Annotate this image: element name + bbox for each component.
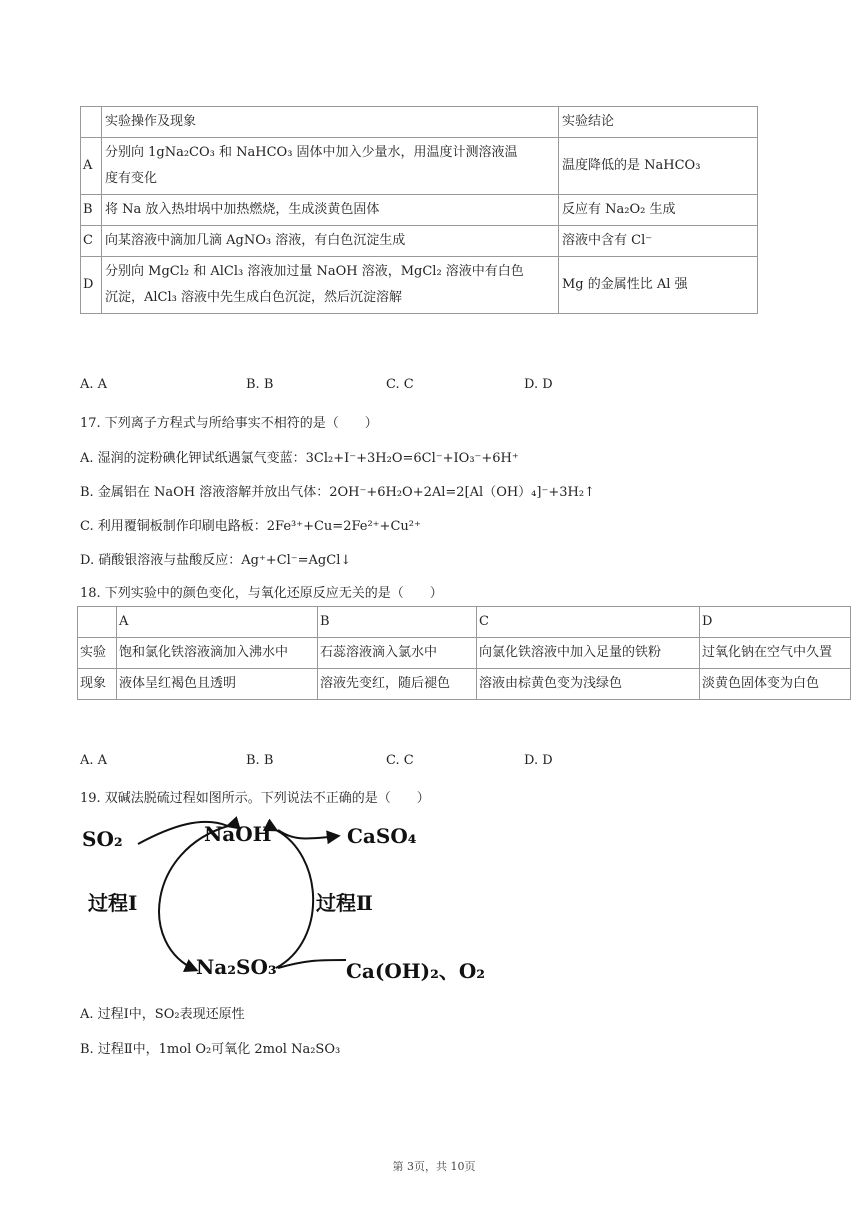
table-header-cell: 实验结论: [559, 107, 758, 138]
operation-cell: [102, 257, 559, 314]
q19-stem: 19. 双碱法脱硫过程如图所示。下列说法不正确的是（ ）: [80, 791, 430, 806]
conclusion-cell: 反应有 Na₂O₂ 生成: [559, 195, 758, 226]
conclusion-cell: 溶液中含有 Cl⁻: [559, 226, 758, 257]
table-header-cell: B: [318, 607, 477, 638]
process2-arc: [276, 830, 313, 968]
so2-label: SO₂: [82, 827, 123, 851]
caso4-label: CaSO₄: [347, 824, 417, 848]
na2so3-label: Na₂SO₃: [196, 955, 277, 979]
table-cell: 饱和氯化铁溶液滴加入沸水中: [117, 638, 318, 669]
conclusion-cell: Mg 的金属性比 Al 强: [559, 257, 758, 314]
table-header-row: [78, 607, 851, 638]
table-cell: [78, 607, 117, 638]
row-label: B: [81, 195, 102, 226]
operation-cell: [102, 138, 559, 195]
table-cell: 向氯化铁溶液中加入足量的铁粉: [477, 638, 700, 669]
option-d[interactable]: D. D: [524, 753, 553, 768]
option-c[interactable]: C. C: [386, 377, 414, 392]
q17-option-a[interactable]: A. 湿润的淀粉碘化钾试纸遇氯气变蓝：3Cl₂+I⁻+3H₂O=6Cl⁻+IO₃⁻+6H⁺: [80, 451, 519, 466]
process1-label: 过程Ⅰ: [88, 891, 138, 915]
table-cell: 过氧化钠在空气中久置: [700, 638, 851, 669]
q17-stem: 17. 下列离子方程式与所给事实不相符的是（ ）: [80, 416, 378, 431]
operation-line: 度有变化: [105, 171, 158, 186]
naoh-label: NaOH: [204, 822, 272, 846]
table-row: [81, 257, 758, 314]
option-a[interactable]: A. A: [80, 753, 108, 768]
row-label: D: [81, 257, 102, 314]
table-cell: 淡黄色固体变为白色: [700, 669, 851, 700]
table-header-row: [81, 107, 758, 138]
process1-arc: [159, 826, 228, 970]
conclusion-cell: 温度降低的是 NaHCO₃: [559, 138, 758, 195]
row-label: A: [81, 138, 102, 195]
table-row: [81, 195, 758, 226]
table-cell: 溶液由棕黄色变为浅绿色: [477, 669, 700, 700]
q19-option-b[interactable]: B. 过程Ⅱ中，1mol O₂可氧化 2mol Na₂SO₃: [80, 1042, 341, 1057]
table-header-cell: 实验操作及现象: [102, 107, 559, 138]
q17-option-b[interactable]: B. 金属铝在 NaOH 溶液溶解并放出气体：2OH⁻+6H₂O+2Al=2[Al（OH）₄]⁻+3H₂↑: [80, 485, 595, 500]
caoh2-arrow: [278, 960, 346, 968]
table-cell: 液体呈红褐色且透明: [117, 669, 318, 700]
q18-stem: 18. 下列实验中的颜色变化，与氧化还原反应无关的是（ ）: [80, 586, 443, 601]
operation-line: 分别向 MgCl₂ 和 AlCl₃ 溶液加过量 NaOH 溶液，MgCl₂ 溶液中有白色: [105, 264, 524, 279]
table-row: [78, 638, 851, 669]
option-b[interactable]: B. B: [246, 377, 274, 392]
experiment-table-q16: [80, 106, 758, 314]
table-cell: 溶液先变红，随后褪色: [318, 669, 477, 700]
caoh2-o2-label: Ca(OH)₂、O₂: [346, 959, 486, 983]
table-header-cell: C: [477, 607, 700, 638]
operation-cell: 向某溶液中滴加几滴 AgNO₃ 溶液，有白色沉淀生成: [102, 226, 559, 257]
process2-label: 过程Ⅱ: [316, 891, 373, 915]
operation-cell: 将 Na 放入热坩埚中加热燃烧，生成淡黄色固体: [102, 195, 559, 226]
table-header-cell: D: [700, 607, 851, 638]
table-row: [81, 226, 758, 257]
q19-option-a[interactable]: A. 过程Ⅰ中，SO₂表现还原性: [80, 1007, 245, 1022]
table-cell: [81, 107, 102, 138]
option-d[interactable]: D. D: [524, 377, 553, 392]
table-cell: 石蕊溶液滴入氯水中: [318, 638, 477, 669]
option-a[interactable]: A. A: [80, 377, 108, 392]
q17-option-c[interactable]: C. 利用覆铜板制作印刷电路板：2Fe³⁺+Cu=2Fe²⁺+Cu²⁺: [80, 519, 421, 534]
color-change-table-q18: [77, 606, 851, 700]
operation-line: 沉淀，AlCl₃ 溶液中先生成白色沉淀，然后沉淀溶解: [105, 290, 402, 305]
row-label: 实验: [78, 638, 117, 669]
page-footer: 第 3页，共 10页: [392, 1160, 476, 1173]
row-label: 现象: [78, 669, 117, 700]
table-row: [78, 669, 851, 700]
q17-option-d[interactable]: D. 硝酸银溶液与盐酸反应：Ag⁺+Cl⁻=AgCl↓: [80, 553, 352, 568]
row-label: C: [81, 226, 102, 257]
table-row: [81, 138, 758, 195]
option-b[interactable]: B. B: [246, 753, 274, 768]
table-header-cell: A: [117, 607, 318, 638]
option-c[interactable]: C. C: [386, 753, 414, 768]
operation-line: 分别向 1gNa₂CO₃ 和 NaHCO₃ 固体中加入少量水，用温度计测溶液温: [105, 145, 518, 160]
